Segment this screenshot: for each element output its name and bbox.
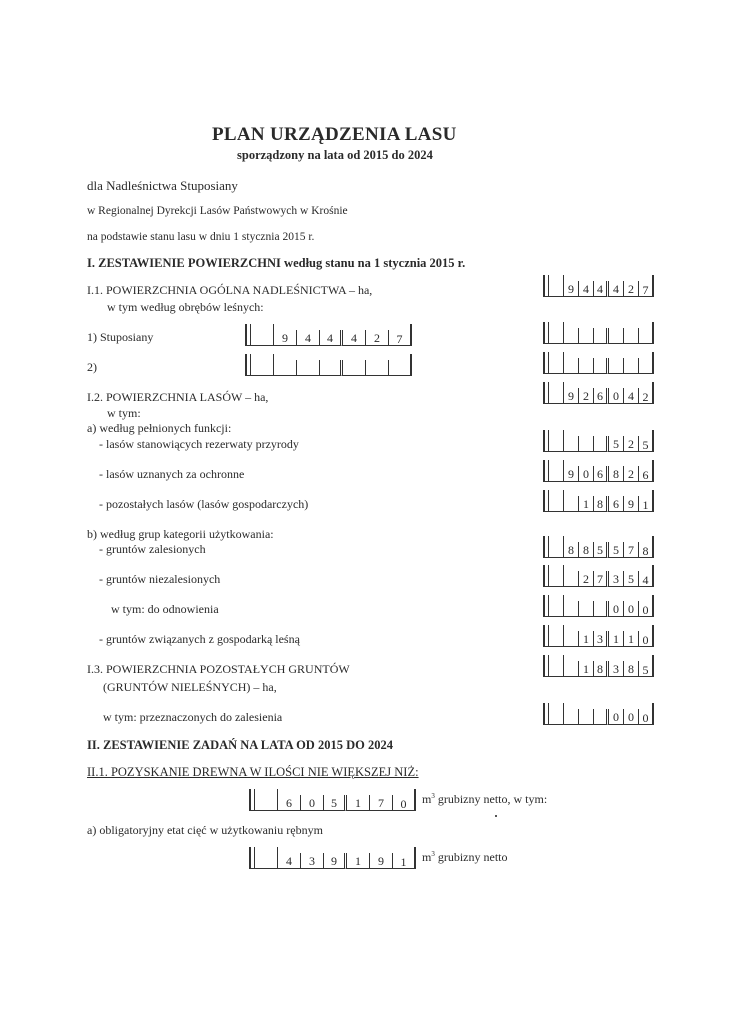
digit-cell [549,460,564,482]
digit-cell [549,352,564,374]
digit-cell: 8 [624,661,639,677]
digit-cell [564,358,579,374]
b4-digit-boxes [543,625,654,647]
digit-cell: 0 [639,595,654,617]
digit-cell: 2 [366,330,389,346]
i11-label: I.1. POWIERZCHNIA OGÓLNA NADLEŚNICTWA – ha, [87,283,373,297]
digit-cell: 9 [564,466,579,482]
digit-cell: 6 [609,496,624,512]
digit-cell [549,490,564,512]
digit-cell: 0 [639,703,654,725]
digit-cell: 0 [609,601,624,617]
digit-cell: 1 [579,631,594,647]
digit-cell [564,328,579,344]
digit-cell: 3 [609,661,624,677]
a3-label: - pozostałych lasów (lasów gospodarczych) [99,497,309,511]
i13-label: I.3. POWIERZCHNIA POZOSTAŁYCH GRUNTÓW [87,662,350,676]
digit-cell: 4 [320,330,343,346]
digit-cell: 7 [639,275,654,297]
digit-cell [564,436,579,452]
digit-cell: 1 [624,631,639,647]
digit-cell: 2 [624,436,639,452]
digit-cell: 8 [564,542,579,558]
digit-cell: 7 [370,795,393,811]
digit-cell: 4 [297,330,320,346]
digit-cell: 7 [389,324,412,346]
digit-cell: 1 [639,490,654,512]
digit-cell [594,436,609,452]
page-title: PLAN URZĄDZENIA LASU [212,124,457,145]
a1-label: - lasów stanowiących rezerwaty przyrody [99,437,299,451]
digit-cell: 3 [594,631,609,647]
digit-cell [549,382,564,404]
i11-sub-label: w tym według obrębów leśnych: [107,300,264,314]
a-label: a) według pełnionych funkcji: [87,421,232,435]
digit-cell [639,322,654,344]
digit-cell: 6 [278,795,301,811]
digit-cell: 7 [594,571,609,587]
digit-cell: 8 [609,466,624,482]
digit-cell: 5 [609,542,624,558]
digit-cell [251,324,274,346]
section-1-heading: I. ZESTAWIENIE POWIERZCHNI według stanu na 1 stycznia 2015 r. [87,256,466,270]
obreb-2-label: 2) [87,360,97,374]
digit-cell [579,709,594,725]
digit-cell [609,358,624,374]
digit-cell: 1 [579,496,594,512]
b1-label: - gruntów zalesionych [99,542,206,556]
digit-cell [594,709,609,725]
digit-cell [549,625,564,647]
obreb-1-label: 1) Stuposiany [87,330,154,344]
digit-cell [624,358,639,374]
i13-digit-boxes [543,655,654,677]
digit-cell [594,601,609,617]
ii1-unit-sup: 3 [431,792,435,800]
digit-cell: 0 [624,601,639,617]
digit-cell [549,430,564,452]
digit-cell [564,709,579,725]
digit-cell: 1 [393,847,416,869]
digit-cell [549,565,564,587]
b1-digit-boxes [543,536,654,558]
ii1-a-unit-pre: m [422,850,432,864]
digit-cell: 2 [579,388,594,404]
digit-cell: 0 [639,625,654,647]
digit-cell: 4 [639,565,654,587]
digit-cell: 6 [594,466,609,482]
digit-cell [564,661,579,677]
digit-cell: 4 [343,330,366,346]
digit-cell [343,360,366,376]
digit-cell [579,601,594,617]
digit-cell: 1 [347,795,370,811]
digit-cell [549,322,564,344]
digit-cell: 5 [609,436,624,452]
digit-cell [564,631,579,647]
i12-w-tym: w tym: [107,406,141,420]
digit-cell [274,360,297,376]
digit-cell: 4 [624,388,639,404]
digit-cell: 5 [639,430,654,452]
digit-cell: 5 [594,542,609,558]
digit-cell [594,358,609,374]
digit-cell [255,847,278,869]
digit-cell: 7 [624,542,639,558]
ii1-unit-pre: m [422,792,432,806]
digit-cell: 9 [624,496,639,512]
digit-cell: 8 [594,661,609,677]
ii1-a-digit-boxes [249,847,416,869]
ii1-unit-post: grubizny netto, w tym: [434,792,548,806]
digit-cell [594,328,609,344]
digit-cell: 1 [609,631,624,647]
digit-cell [564,571,579,587]
digit-cell [549,703,564,725]
digit-cell: 2 [639,382,654,404]
digit-cell [564,496,579,512]
digit-cell [320,360,343,376]
a2-digit-boxes [543,460,654,482]
digit-cell: 6 [594,388,609,404]
digit-cell: 9 [324,853,347,869]
digit-cell: 2 [624,466,639,482]
obreb-2-inline-boxes [245,354,412,376]
a1-digit-boxes [543,430,654,452]
digit-cell [297,360,320,376]
digit-cell: 0 [579,466,594,482]
digit-cell: 1 [579,661,594,677]
intro-line-3: na podstawie stanu lasu w dniu 1 stycznia 2015 r. [87,231,315,243]
b3-digit-boxes [543,595,654,617]
ii1-unit [422,792,547,807]
a3-digit-boxes [543,490,654,512]
b2-digit-boxes [543,565,654,587]
i13-label-2: (GRUNTÓW NIELEŚNYCH) – ha, [103,680,277,694]
digit-cell [579,358,594,374]
i12-digit-boxes [543,382,654,404]
digit-cell [579,436,594,452]
digit-cell [639,352,654,374]
digit-cell [549,536,564,558]
digit-cell: 4 [594,281,609,297]
digit-cell [609,328,624,344]
obreb-1-right-boxes [543,322,654,344]
ii1-a-unit-sup: 3 [431,850,435,858]
ii1-digit-boxes [249,789,416,811]
digit-cell [366,360,389,376]
i13-sub-label: w tym: przeznaczonych do zalesienia [103,710,283,724]
b4-label: - gruntów związanych z gospodarką leśną [99,632,300,646]
ii1-label: II.1. POZYSKANIE DREWNA W ILOŚCI NIE WIĘKSZEJ NIŻ: [87,765,419,779]
digit-cell: 9 [370,853,393,869]
digit-cell [549,275,564,297]
digit-cell: 5 [639,655,654,677]
digit-cell: 6 [639,460,654,482]
digit-cell: 4 [609,281,624,297]
digit-cell: 5 [324,795,347,811]
digit-cell: 4 [278,853,301,869]
b2-label: - gruntów niezalesionych [99,572,221,586]
ii1-a-unit-post: grubizny netto [434,850,508,864]
digit-cell: 9 [564,281,579,297]
digit-cell: 5 [624,571,639,587]
digit-cell: 3 [609,571,624,587]
digit-cell: 0 [609,388,624,404]
speck [495,815,497,817]
digit-cell: 2 [624,281,639,297]
digit-cell: 2 [579,571,594,587]
digit-cell [389,354,412,376]
page-subtitle: sporządzony na lata od 2015 do 2024 [237,148,433,162]
i11-digit-boxes [543,275,654,297]
obreb-2-right-boxes [543,352,654,374]
digit-cell [624,328,639,344]
obreb-1-inline-boxes [245,324,412,346]
digit-cell: 9 [274,330,297,346]
digit-cell [579,328,594,344]
digit-cell [549,595,564,617]
digit-cell: 8 [579,542,594,558]
digit-cell: 0 [393,789,416,811]
digit-cell: 9 [564,388,579,404]
digit-cell: 3 [301,853,324,869]
ii1-a-unit [422,850,508,865]
b-label: b) według grup kategorii użytkowania: [87,527,274,541]
intro-line-2: w Regionalnej Dyrekcji Lasów Państwowych w Krośnie [87,205,348,217]
digit-cell: 0 [624,709,639,725]
digit-cell [564,601,579,617]
digit-cell [549,655,564,677]
digit-cell: 0 [609,709,624,725]
i12-label: I.2. POWIERZCHNIA LASÓW – ha, [87,390,269,404]
digit-cell [251,354,274,376]
b3-label: w tym: do odnowienia [111,602,219,616]
digit-cell: 1 [347,853,370,869]
digit-cell: 0 [301,795,324,811]
section-2-heading: II. ZESTAWIENIE ZADAŃ NA LATA OD 2015 DO 2024 [87,738,393,752]
i13-sub-digit-boxes [543,703,654,725]
digit-cell: 4 [579,281,594,297]
digit-cell: 8 [594,496,609,512]
digit-cell [255,789,278,811]
a2-label: - lasów uznanych za ochronne [99,467,245,481]
digit-cell: 8 [639,536,654,558]
ii1-a-label: a) obligatoryjny etat cięć w użytkowaniu rębnym [87,823,323,837]
intro-line-1: dla Nadleśnictwa Stuposiany [87,178,238,193]
